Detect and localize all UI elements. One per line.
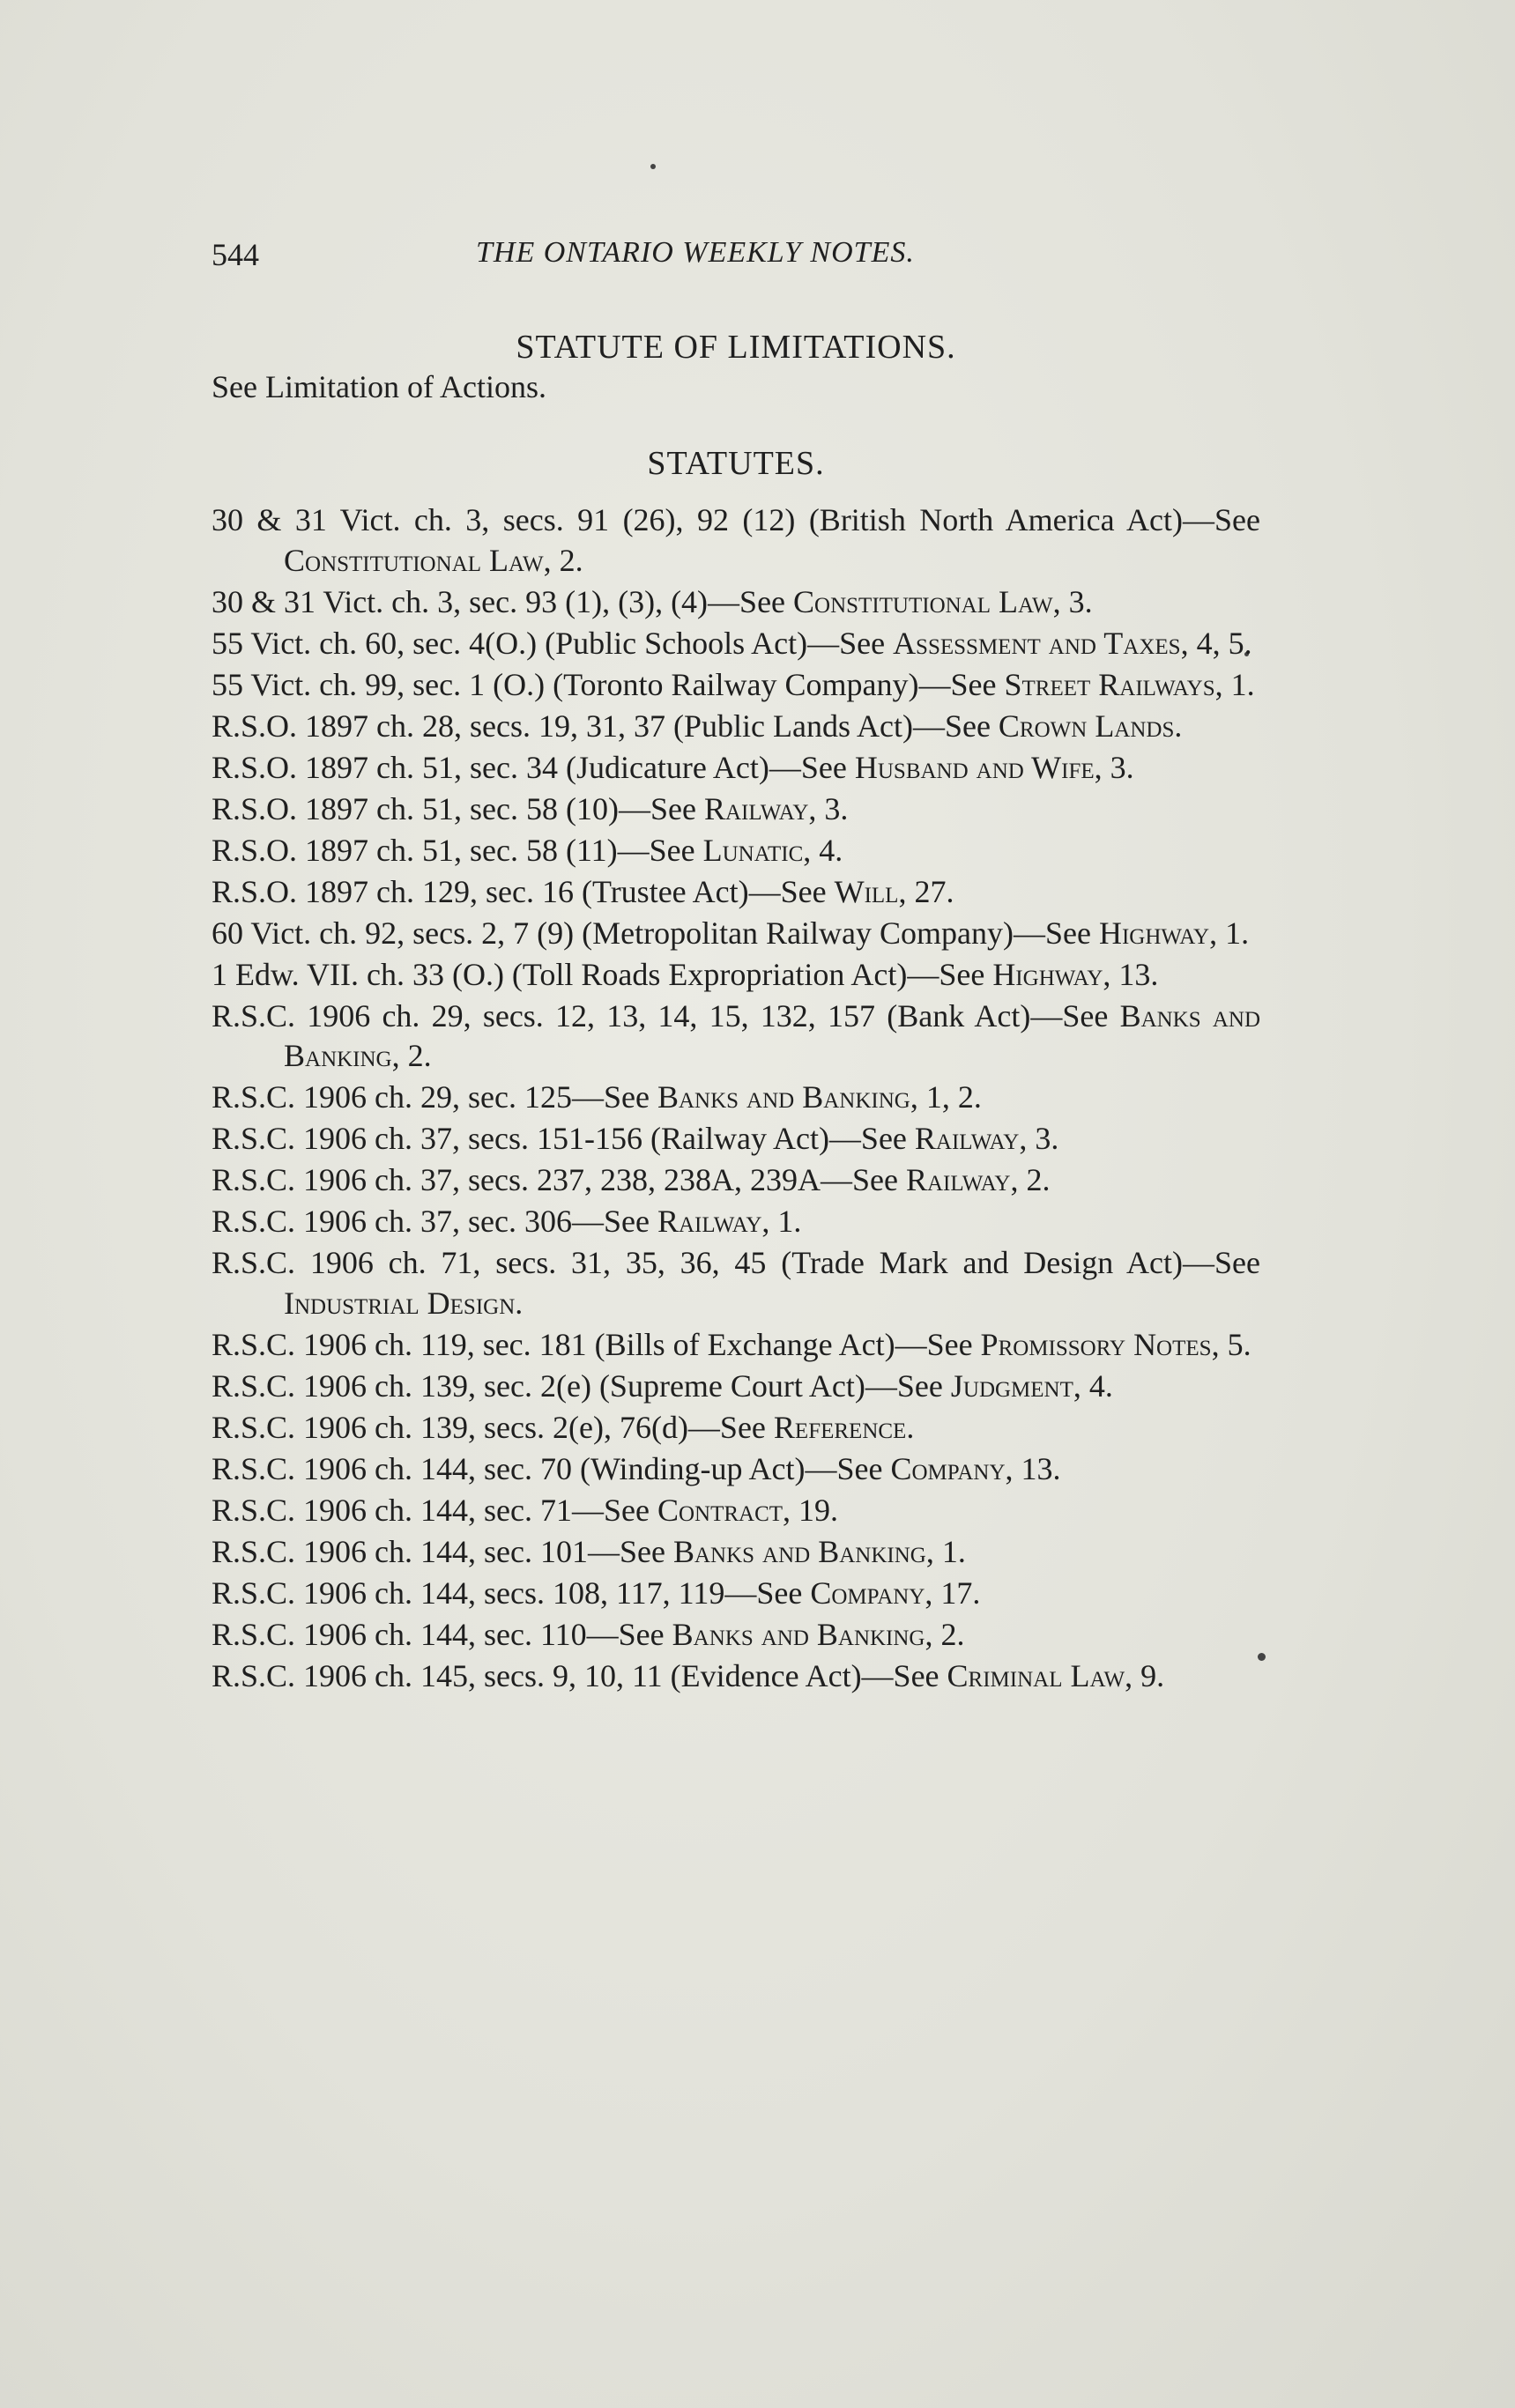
cross-reference-number: , 2.: [1010, 1162, 1051, 1197]
statute-entry: [212, 1160, 1260, 1201]
statute-citation: R.S.C. 1906 ch. 144, secs. 108, 117, 119—See: [212, 1574, 811, 1611]
cross-reference-heading: Judgment: [950, 1367, 1073, 1404]
statute-entry: [212, 500, 1260, 581]
statute-entry: [212, 1243, 1260, 1323]
statute-citation: R.S.C. 1906 ch. 29, secs. 12, 13, 14, 15, 132, 157 (Bank Act)—See: [212, 997, 1120, 1034]
cross-reference-heading: Crown Lands: [998, 708, 1175, 744]
cross-reference-number: , 2.: [391, 1038, 432, 1073]
statute-entry: [212, 1078, 1260, 1118]
cross-reference-heading: Street Railways: [1004, 666, 1215, 702]
cross-reference-heading: Railway: [905, 1162, 1011, 1197]
statute-entry: [212, 831, 1260, 871]
statute-citation: 60 Vict. ch. 92, secs. 2, 7 (9) (Metropolitan Railway Company)—See: [212, 915, 1099, 951]
statute-entry: [212, 748, 1260, 789]
statute-entry: [212, 1615, 1260, 1656]
cross-reference-number: , 13.: [1103, 956, 1159, 992]
statute-entry: [212, 1532, 1260, 1573]
cross-reference-number: , 3.: [1019, 1121, 1059, 1156]
cross-reference-heading: Assessment and Taxes: [893, 625, 1181, 661]
cross-reference-heading: Highway: [1098, 915, 1210, 951]
statute-entry: [212, 1408, 1260, 1449]
cross-reference-heading: Will: [834, 873, 899, 909]
page-number: 544: [212, 237, 259, 272]
cross-reference-number: , 4, 5.: [1180, 625, 1252, 661]
cross-reference-number: .: [1174, 708, 1183, 744]
cross-reference-heading: Company: [810, 1574, 925, 1611]
statute-entry: [212, 1449, 1260, 1490]
statute-entry: [212, 914, 1260, 954]
cross-reference-heading: Banks and Banking: [284, 997, 1261, 1073]
statute-entry: [212, 789, 1260, 830]
statute-entry: [212, 955, 1260, 996]
statute-entry: [212, 1119, 1260, 1160]
section-heading-statutes: STATUTES.: [647, 445, 825, 482]
statute-citation: R.S.O. 1897 ch. 51, sec. 58 (10)—See: [212, 790, 704, 826]
statute-citation: R.S.C. 1906 ch. 144, sec. 110—See: [212, 1616, 672, 1652]
cross-reference-number: , 4.: [1073, 1367, 1113, 1404]
statute-citation: R.S.C. 1906 ch. 29, sec. 125—See: [212, 1079, 657, 1115]
cross-reference-heading: Banks and Banking: [657, 1079, 910, 1115]
see-reference-line: See Limitation of Actions.: [212, 369, 546, 404]
statute-citation: R.S.C. 1906 ch. 71, secs. 31, 35, 36, 45 (Trade Mark and Design Act)—See: [212, 1245, 1260, 1280]
statute-citation: 30 & 31 Vict. ch. 3, sec. 93 (1), (3), (4)—See: [212, 583, 794, 619]
cross-reference-number: .: [906, 1409, 915, 1445]
cross-reference-heading: Railway: [703, 790, 809, 826]
cross-reference-number: , 1.: [761, 1204, 802, 1239]
cross-reference-number: , 27.: [898, 873, 954, 909]
cross-reference-number: .: [515, 1285, 524, 1321]
statute-citation: R.S.C. 1906 ch. 144, sec. 71—See: [212, 1492, 657, 1528]
cross-reference-number: , 2.: [543, 542, 583, 578]
statute-entry: [212, 624, 1260, 664]
statute-entry: [212, 707, 1260, 747]
statute-citation: R.S.C. 1906 ch. 145, secs. 9, 10, 11 (Evidence Act)—See: [212, 1657, 947, 1693]
cross-reference-number: , 1, 2.: [910, 1079, 982, 1115]
statute-entry: [212, 1367, 1260, 1407]
cross-reference-number: , 19.: [783, 1492, 839, 1528]
statute-entry: [212, 1656, 1260, 1697]
statute-citation: R.S.C. 1906 ch. 144, sec. 70 (Winding-up Act)—See: [212, 1450, 891, 1486]
cross-reference-number: , 4.: [803, 832, 843, 868]
cross-reference-number: , 2.: [925, 1616, 965, 1652]
cross-reference-number: , 1.: [1214, 666, 1255, 702]
cross-reference-heading: Constitutional Law: [284, 542, 544, 578]
statute-citation: R.S.C. 1906 ch. 37, secs. 151-156 (Railway Act)—See: [212, 1121, 915, 1156]
statute-entry: [212, 665, 1260, 706]
cross-reference-number: , 3.: [1052, 583, 1093, 619]
cross-reference-number: , 1.: [925, 1533, 966, 1569]
cross-reference-heading: Constitutional Law: [793, 583, 1053, 619]
statute-citation: 55 Vict. ch. 60, sec. 4(O.) (Public Schools Act)—See: [212, 625, 894, 661]
running-head: [212, 236, 1269, 280]
statute-entry: [212, 582, 1260, 623]
statute-citation: R.S.O. 1897 ch. 129, sec. 16 (Trustee Act)—See: [212, 873, 835, 909]
cross-reference-heading: Banks and Banking: [672, 1616, 925, 1652]
cross-reference-heading: Criminal Law: [947, 1657, 1125, 1693]
cross-reference-heading: Railway: [914, 1121, 1020, 1156]
statute-citation: R.S.C. 1906 ch. 144, sec. 101—See: [212, 1533, 673, 1569]
statutes-entry-list: [212, 500, 1260, 1698]
cross-reference-number: , 9.: [1125, 1657, 1165, 1693]
statute-entry: [212, 997, 1260, 1077]
statute-citation: R.S.C. 1906 ch. 139, secs. 2(e), 76(d)—See: [212, 1409, 774, 1445]
cross-reference-number: , 17.: [925, 1574, 981, 1611]
cross-reference-number: , 3.: [1094, 749, 1134, 785]
cross-reference-heading: Promissory Notes: [980, 1326, 1212, 1362]
statute-citation: R.S.C. 1906 ch. 37, sec. 306—See: [212, 1204, 657, 1239]
journal-title: THE ONTARIO WEEKLY NOTES.: [476, 236, 915, 269]
cross-reference-heading: Industrial Design: [284, 1285, 516, 1321]
cross-reference-number: , 1.: [1209, 915, 1250, 951]
cross-reference-heading: Banks and Banking: [672, 1533, 926, 1569]
cross-reference-heading: Reference: [773, 1409, 907, 1445]
statute-citation: R.S.C. 1906 ch. 139, sec. 2(e) (Supreme Court Act)—See: [212, 1367, 951, 1404]
statute-citation: R.S.O. 1897 ch. 51, sec. 58 (11)—See: [212, 832, 703, 868]
cross-reference-heading: Company: [890, 1450, 1006, 1486]
statute-entry: [212, 1325, 1260, 1366]
cross-reference-heading: Highway: [992, 956, 1103, 992]
cross-reference-heading: Contract: [657, 1492, 783, 1528]
cross-reference-heading: Lunatic: [702, 832, 804, 868]
cross-reference-heading: Railway: [657, 1204, 762, 1239]
statute-entry: [212, 1491, 1260, 1531]
cross-reference-number: , 5.: [1211, 1326, 1251, 1362]
cross-reference-heading: Husband and Wife: [854, 749, 1095, 785]
section-heading-statute-of-limitations: STATUTE OF LIMITATIONS.: [516, 329, 956, 366]
statute-entry: [212, 872, 1260, 913]
ink-speck: [650, 164, 656, 169]
statute-citation: 1 Edw. VII. ch. 33 (O.) (Toll Roads Expropriation Act)—See: [212, 956, 993, 992]
statute-citation: 30 & 31 Vict. ch. 3, secs. 91 (26), 92 (12) (British North America Act)—See: [212, 502, 1260, 537]
cross-reference-number: , 13.: [1005, 1450, 1061, 1486]
statute-citation: R.S.O. 1897 ch. 51, sec. 34 (Judicature Act)—See: [212, 749, 855, 785]
cross-reference-number: , 3.: [808, 790, 849, 826]
statute-citation: 55 Vict. ch. 99, sec. 1 (O.) (Toronto Railway Company)—See: [212, 666, 1005, 702]
statute-citation: R.S.O. 1897 ch. 28, secs. 19, 31, 37 (Public Lands Act)—See: [212, 708, 999, 744]
statute-entry: [212, 1202, 1260, 1242]
statute-entry: [212, 1574, 1260, 1614]
statute-citation: R.S.C. 1906 ch. 119, sec. 181 (Bills of Exchange Act)—See: [212, 1326, 981, 1362]
statute-citation: R.S.C. 1906 ch. 37, secs. 237, 238, 238A, 239A—See: [212, 1162, 906, 1197]
